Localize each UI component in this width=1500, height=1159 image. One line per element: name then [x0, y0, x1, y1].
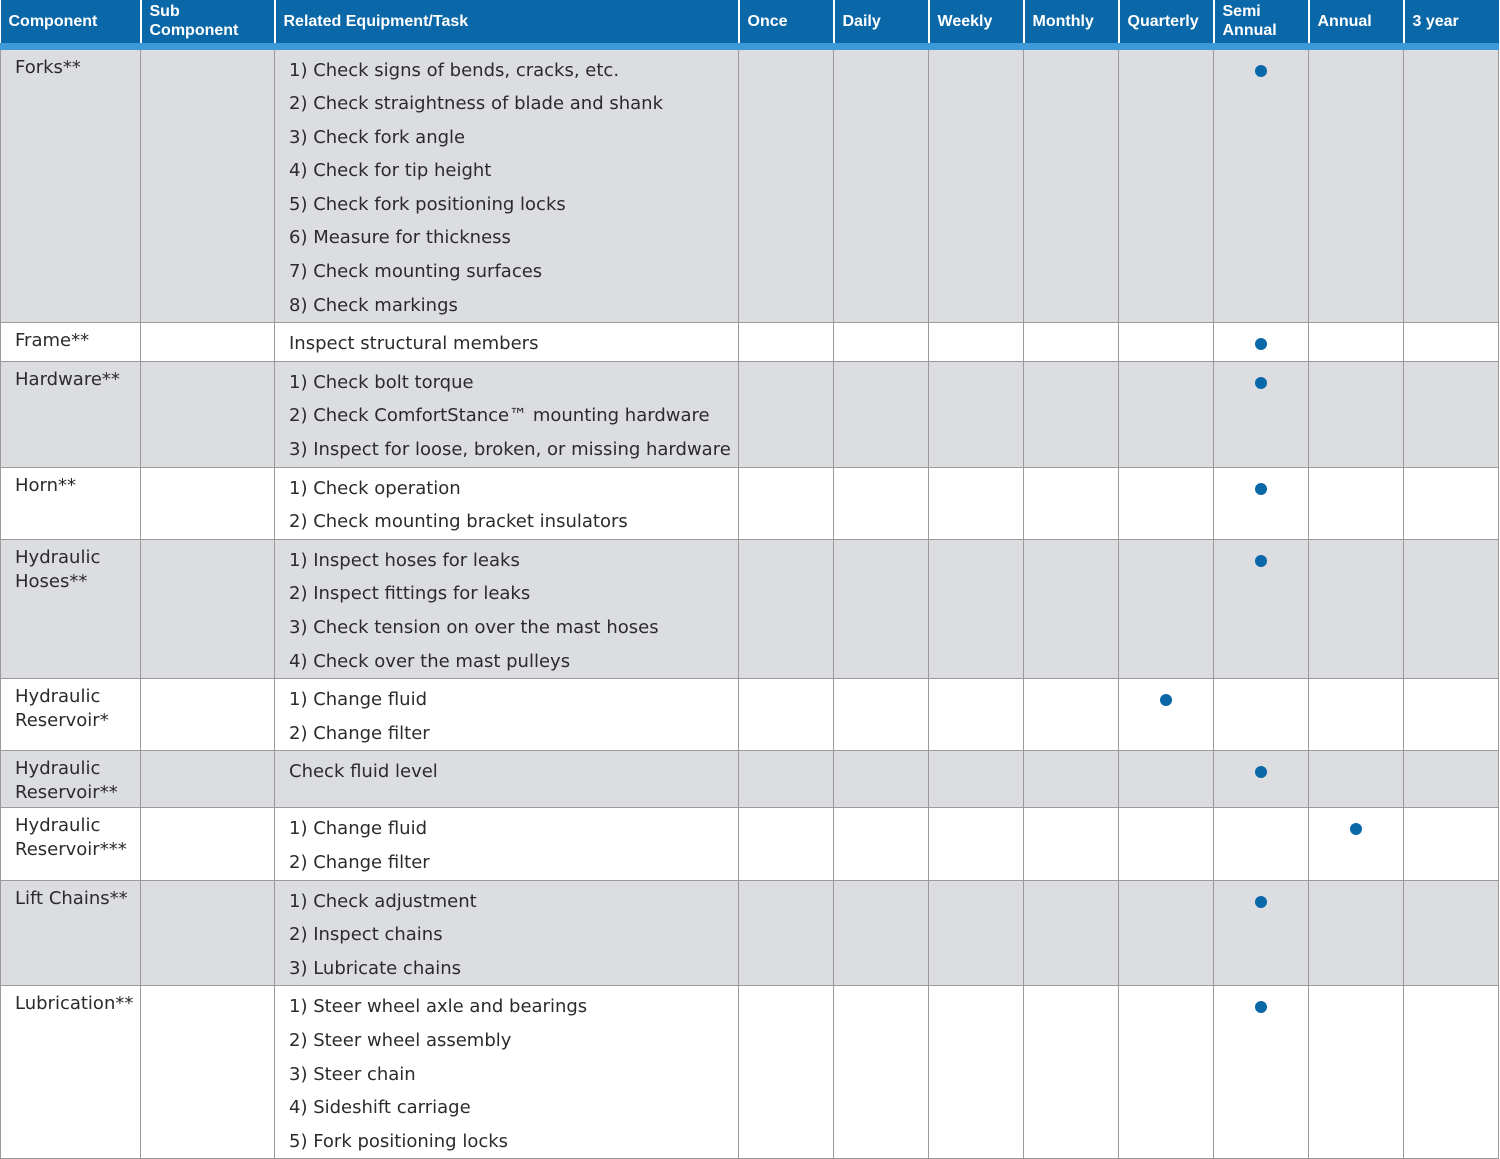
component-cell: Hydraulic Reservoir*: [1, 679, 141, 751]
schedule-dot-icon: [1255, 65, 1267, 77]
frequency-cell-once: [739, 46, 834, 323]
frequency-cell-once: [739, 880, 834, 986]
frequency-cell-daily: [834, 467, 929, 539]
task-item: 2) Change filter: [289, 851, 430, 873]
frequency-cell-daily: [834, 361, 929, 467]
task-item: 3) Lubricate chains: [289, 957, 462, 979]
component-cell: Lift Chains**: [1, 880, 141, 986]
frequency-cell-quarterly: [1119, 361, 1214, 467]
component-cell: Hydraulic Reservoir***: [1, 808, 141, 880]
table-row: [1, 880, 1499, 986]
task-cell: [275, 323, 739, 362]
frequency-cell-three-year: [1404, 539, 1499, 678]
task-cell: [275, 361, 739, 467]
component-cell: Lubrication**: [1, 986, 141, 1159]
frequency-cell-daily: [834, 679, 929, 751]
schedule-dot-icon: [1255, 896, 1267, 908]
sub-component-cell: [141, 467, 275, 539]
frequency-cell-weekly: [929, 986, 1024, 1159]
table-row: [1, 323, 1499, 362]
frequency-cell-annual: [1309, 323, 1404, 362]
task-item: 4) Sideshift carriage: [289, 1097, 471, 1119]
table-row: [1, 751, 1499, 808]
sub-component-cell: [141, 323, 275, 362]
sub-component-cell: [141, 751, 275, 808]
frequency-cell-weekly: [929, 880, 1024, 986]
component-cell: Frame**: [1, 323, 141, 362]
frequency-cell-annual: [1309, 986, 1404, 1159]
component-cell: Horn**: [1, 467, 141, 539]
frequency-cell-three-year: [1404, 751, 1499, 808]
frequency-cell-three-year: [1404, 361, 1499, 467]
header-component: Component: [1, 0, 141, 46]
task-item: 1) Change fluid: [289, 818, 428, 840]
frequency-cell-three-year: [1404, 679, 1499, 751]
header-quarterly: Quarterly: [1119, 0, 1214, 46]
table-row: [1, 986, 1499, 1159]
frequency-cell-semi-annual: [1214, 539, 1309, 678]
frequency-cell-annual: [1309, 880, 1404, 986]
frequency-cell-three-year: [1404, 880, 1499, 986]
schedule-dot-icon: [1160, 694, 1172, 706]
frequency-cell-monthly: [1024, 46, 1119, 323]
frequency-cell-quarterly: [1119, 467, 1214, 539]
frequency-cell-weekly: [929, 361, 1024, 467]
task-item: 4) Check over the mast pulleys: [289, 650, 571, 672]
task-item: 1) Check signs of bends, cracks, etc.: [289, 59, 620, 81]
frequency-cell-monthly: [1024, 679, 1119, 751]
task-item: 6) Measure for thickness: [289, 227, 511, 249]
task-item: 2) Check straightness of blade and shank: [289, 93, 663, 115]
frequency-cell-semi-annual: [1214, 467, 1309, 539]
task-item: 1) Steer wheel axle and bearings: [289, 996, 588, 1018]
sub-component-cell: [141, 539, 275, 678]
task-cell: [275, 539, 739, 678]
frequency-cell-three-year: [1404, 808, 1499, 880]
sub-component-cell: [141, 986, 275, 1159]
schedule-dot-icon: [1255, 377, 1267, 389]
frequency-cell-once: [739, 539, 834, 678]
frequency-cell-monthly: [1024, 880, 1119, 986]
task-cell: [275, 46, 739, 323]
frequency-cell-weekly: [929, 808, 1024, 880]
frequency-cell-once: [739, 808, 834, 880]
header-semi-annual: Semi Annual: [1214, 0, 1309, 46]
task-cell: [275, 751, 739, 808]
frequency-cell-daily: [834, 808, 929, 880]
sub-component-cell: [141, 679, 275, 751]
frequency-cell-monthly: [1024, 539, 1119, 678]
frequency-cell-quarterly: [1119, 751, 1214, 808]
sub-component-cell: [141, 46, 275, 323]
frequency-cell-semi-annual: [1214, 323, 1309, 362]
task-item: 5) Check fork positioning locks: [289, 193, 566, 215]
component-cell: Hydraulic Hoses**: [1, 539, 141, 678]
table-row: [1, 539, 1499, 678]
task-item: 7) Check mounting surfaces: [289, 261, 543, 283]
task-item: 2) Check mounting bracket insulators: [289, 511, 628, 533]
task-item: 1) Check bolt torque: [289, 371, 474, 393]
frequency-cell-three-year: [1404, 986, 1499, 1159]
header-weekly: Weekly: [929, 0, 1024, 46]
component-cell: Hardware**: [1, 361, 141, 467]
frequency-cell-once: [739, 751, 834, 808]
frequency-cell-annual: [1309, 679, 1404, 751]
frequency-cell-quarterly: [1119, 808, 1214, 880]
header-task: Related Equipment/Task: [275, 0, 739, 46]
frequency-cell-annual: [1309, 46, 1404, 323]
frequency-cell-annual: [1309, 751, 1404, 808]
task-item: 2) Inspect chains: [289, 924, 443, 946]
frequency-cell-three-year: [1404, 46, 1499, 323]
schedule-dot-icon: [1255, 483, 1267, 495]
task-item: 2) Inspect fittings for leaks: [289, 583, 531, 605]
frequency-cell-monthly: [1024, 323, 1119, 362]
task-item: 4) Check for tip height: [289, 160, 492, 182]
frequency-cell-weekly: [929, 467, 1024, 539]
frequency-cell-once: [739, 467, 834, 539]
header-three-year: 3 year: [1404, 0, 1499, 46]
frequency-cell-three-year: [1404, 323, 1499, 362]
table-row: [1, 808, 1499, 880]
task-item: 2) Check ComfortStance™ mounting hardware: [289, 405, 710, 427]
table-row: [1, 467, 1499, 539]
frequency-cell-weekly: [929, 46, 1024, 323]
schedule-dot-icon: [1255, 766, 1267, 778]
frequency-cell-annual: [1309, 467, 1404, 539]
task-item: 3) Inspect for loose, broken, or missing hardware: [289, 439, 731, 461]
frequency-cell-daily: [834, 539, 929, 678]
frequency-cell-quarterly: [1119, 46, 1214, 323]
component-cell: Hydraulic Reservoir**: [1, 751, 141, 808]
task-cell: [275, 986, 739, 1159]
frequency-cell-weekly: [929, 323, 1024, 362]
table-body: [1, 46, 1499, 1159]
frequency-cell-quarterly: [1119, 986, 1214, 1159]
frequency-cell-semi-annual: [1214, 986, 1309, 1159]
task-item: Check fluid level: [289, 761, 438, 783]
frequency-cell-daily: [834, 46, 929, 323]
header-once: Once: [739, 0, 834, 46]
sub-component-cell: [141, 880, 275, 986]
schedule-dot-icon: [1350, 823, 1362, 835]
frequency-cell-daily: [834, 880, 929, 986]
task-item: 1) Inspect hoses for leaks: [289, 549, 520, 571]
frequency-cell-monthly: [1024, 467, 1119, 539]
task-cell: [275, 679, 739, 751]
header-sub-component: Sub Component: [141, 0, 275, 46]
frequency-cell-once: [739, 323, 834, 362]
task-item: 5) Fork positioning locks: [289, 1130, 509, 1152]
task-item: 8) Check markings: [289, 294, 458, 316]
sub-component-cell: [141, 808, 275, 880]
task-item: 2) Steer wheel assembly: [289, 1029, 512, 1051]
table-header-row: [1, 0, 1499, 46]
table-row: [1, 361, 1499, 467]
component-cell: Forks**: [1, 46, 141, 323]
frequency-cell-annual: [1309, 539, 1404, 678]
task-item: 1) Change fluid: [289, 689, 428, 711]
frequency-cell-annual: [1309, 808, 1404, 880]
frequency-cell-weekly: [929, 679, 1024, 751]
frequency-cell-once: [739, 986, 834, 1159]
schedule-dot-icon: [1255, 1001, 1267, 1013]
task-cell: [275, 808, 739, 880]
task-item: 3) Check fork angle: [289, 126, 466, 148]
frequency-cell-daily: [834, 986, 929, 1159]
frequency-cell-daily: [834, 323, 929, 362]
frequency-cell-quarterly: [1119, 679, 1214, 751]
frequency-cell-quarterly: [1119, 323, 1214, 362]
frequency-cell-semi-annual: [1214, 46, 1309, 323]
frequency-cell-semi-annual: [1214, 751, 1309, 808]
frequency-cell-once: [739, 361, 834, 467]
frequency-cell-quarterly: [1119, 880, 1214, 986]
frequency-cell-three-year: [1404, 467, 1499, 539]
frequency-cell-daily: [834, 751, 929, 808]
task-item: 3) Steer chain: [289, 1063, 416, 1085]
task-item: Inspect structural members: [289, 333, 539, 355]
task-item: 1) Check operation: [289, 477, 461, 499]
sub-component-cell: [141, 361, 275, 467]
frequency-cell-semi-annual: [1214, 361, 1309, 467]
task-item: 3) Check tension on over the mast hoses: [289, 617, 659, 638]
schedule-dot-icon: [1255, 555, 1267, 567]
frequency-cell-quarterly: [1119, 539, 1214, 678]
frequency-cell-semi-annual: [1214, 679, 1309, 751]
frequency-cell-monthly: [1024, 986, 1119, 1159]
header-annual: Annual: [1309, 0, 1404, 46]
frequency-cell-monthly: [1024, 751, 1119, 808]
table-row: [1, 679, 1499, 751]
frequency-cell-semi-annual: [1214, 808, 1309, 880]
task-item: 1) Check adjustment: [289, 890, 477, 912]
frequency-cell-monthly: [1024, 808, 1119, 880]
table-row: [1, 46, 1499, 323]
header-daily: Daily: [834, 0, 929, 46]
task-cell: [275, 880, 739, 986]
frequency-cell-once: [739, 679, 834, 751]
frequency-cell-weekly: [929, 539, 1024, 678]
frequency-cell-semi-annual: [1214, 880, 1309, 986]
task-item: 2) Change filter: [289, 722, 430, 744]
frequency-cell-annual: [1309, 361, 1404, 467]
schedule-dot-icon: [1255, 338, 1267, 350]
frequency-cell-monthly: [1024, 361, 1119, 467]
task-cell: [275, 467, 739, 539]
frequency-cell-weekly: [929, 751, 1024, 808]
header-monthly: Monthly: [1024, 0, 1119, 46]
